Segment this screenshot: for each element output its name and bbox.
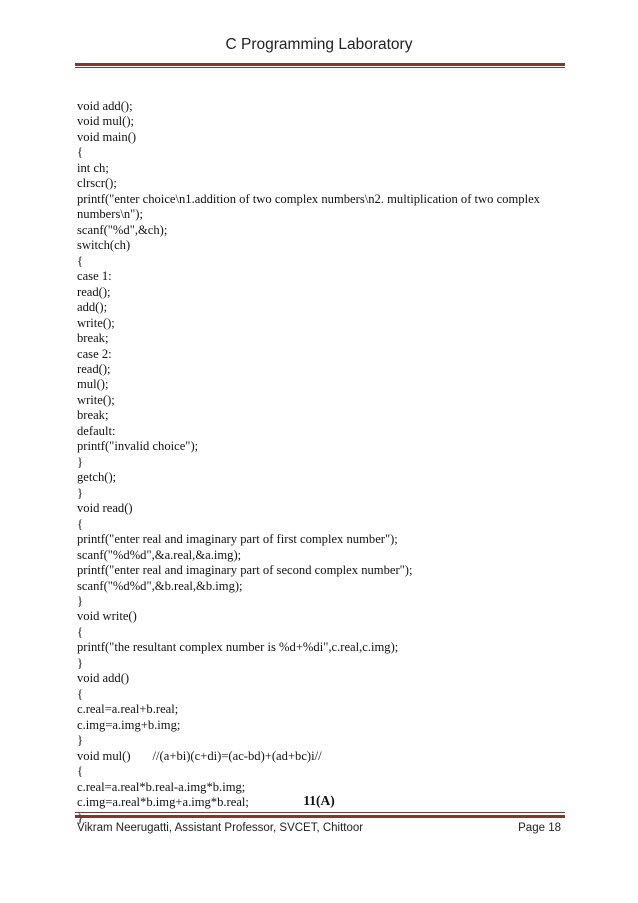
code-line: void add();	[77, 99, 133, 113]
code-line: c.real=a.real*b.real-a.img*b.img;	[77, 779, 246, 794]
code-line: case 1:	[77, 269, 112, 284]
code-line: {	[77, 624, 84, 639]
code-line: c.real=a.real+b.real;	[77, 702, 179, 717]
code-line: c.img=a.real*b.img+a.img*b.real;	[77, 795, 249, 810]
code-line: void write()	[77, 609, 137, 624]
code-line: void add()	[77, 671, 130, 686]
code-line: {	[77, 145, 84, 160]
code-line: }	[77, 454, 84, 469]
code-line: switch(ch)	[77, 238, 131, 253]
code-line: write();	[77, 315, 115, 330]
code-line: printf("enter real and imaginary part of first complex number");	[77, 532, 398, 547]
code-line: scanf("%d",&ch);	[77, 222, 168, 237]
code-line: void mul();	[77, 114, 135, 129]
code-line: printf("the resultant complex number is %d+%di",c.real,c.img);	[77, 640, 399, 655]
code-line: printf("enter choice\n1.addition of two complex numbers\n2. multiplication of two complex numbers\n");	[77, 191, 544, 222]
code-line: int ch;	[77, 160, 109, 175]
code-line: printf("invalid choice");	[77, 439, 199, 454]
code-line: read();	[77, 361, 111, 376]
code-line: scanf("%d%d",&b.real,&b.img);	[77, 578, 243, 593]
header-rule-thick	[75, 63, 565, 66]
code-line: case 2:	[77, 346, 112, 361]
code-line: void main()	[77, 129, 137, 144]
code-line: {	[77, 764, 84, 779]
code-line: add();	[77, 300, 108, 315]
code-line: printf("enter real and imaginary part of second complex number");	[77, 563, 413, 578]
code-line: read();	[77, 284, 111, 299]
code-line: clrscr();	[77, 176, 117, 191]
code-line: c.img=a.img+b.img;	[77, 717, 181, 732]
footer-page-number: Page 18	[518, 822, 561, 834]
code-line: }	[77, 594, 84, 608]
code-line: default:	[77, 423, 116, 438]
footer-rule-thin	[75, 812, 565, 813]
program-label: 11(A)	[303, 793, 335, 808]
code-line: break;	[77, 408, 109, 423]
code-line: {	[77, 686, 84, 701]
footer-author: Vikram Neerugatti, Assistant Professor, SVCET, Chittoor	[77, 822, 364, 834]
code-line: mul();	[77, 377, 109, 392]
code-line: scanf("%d%d",&a.real,&a.img);	[77, 547, 242, 562]
code-line: }	[77, 485, 84, 500]
code-line: }	[77, 733, 84, 748]
code-line: break;	[77, 331, 109, 346]
code-line: void mul() //(a+bi)(c+di)=(ac-bd)+(ad+bc)i//	[77, 748, 322, 763]
code-line: getch();	[77, 470, 117, 485]
header-rule-thin	[75, 67, 565, 68]
code-line: }	[77, 655, 84, 670]
code-listing	[77, 99, 567, 826]
code-line: {	[77, 516, 84, 531]
code-line: {	[77, 253, 84, 268]
code-line: write();	[77, 392, 115, 407]
footer-rule-thick	[75, 815, 565, 818]
page-header-title: C Programming Laboratory	[225, 36, 413, 53]
code-line: void read()	[77, 501, 133, 516]
